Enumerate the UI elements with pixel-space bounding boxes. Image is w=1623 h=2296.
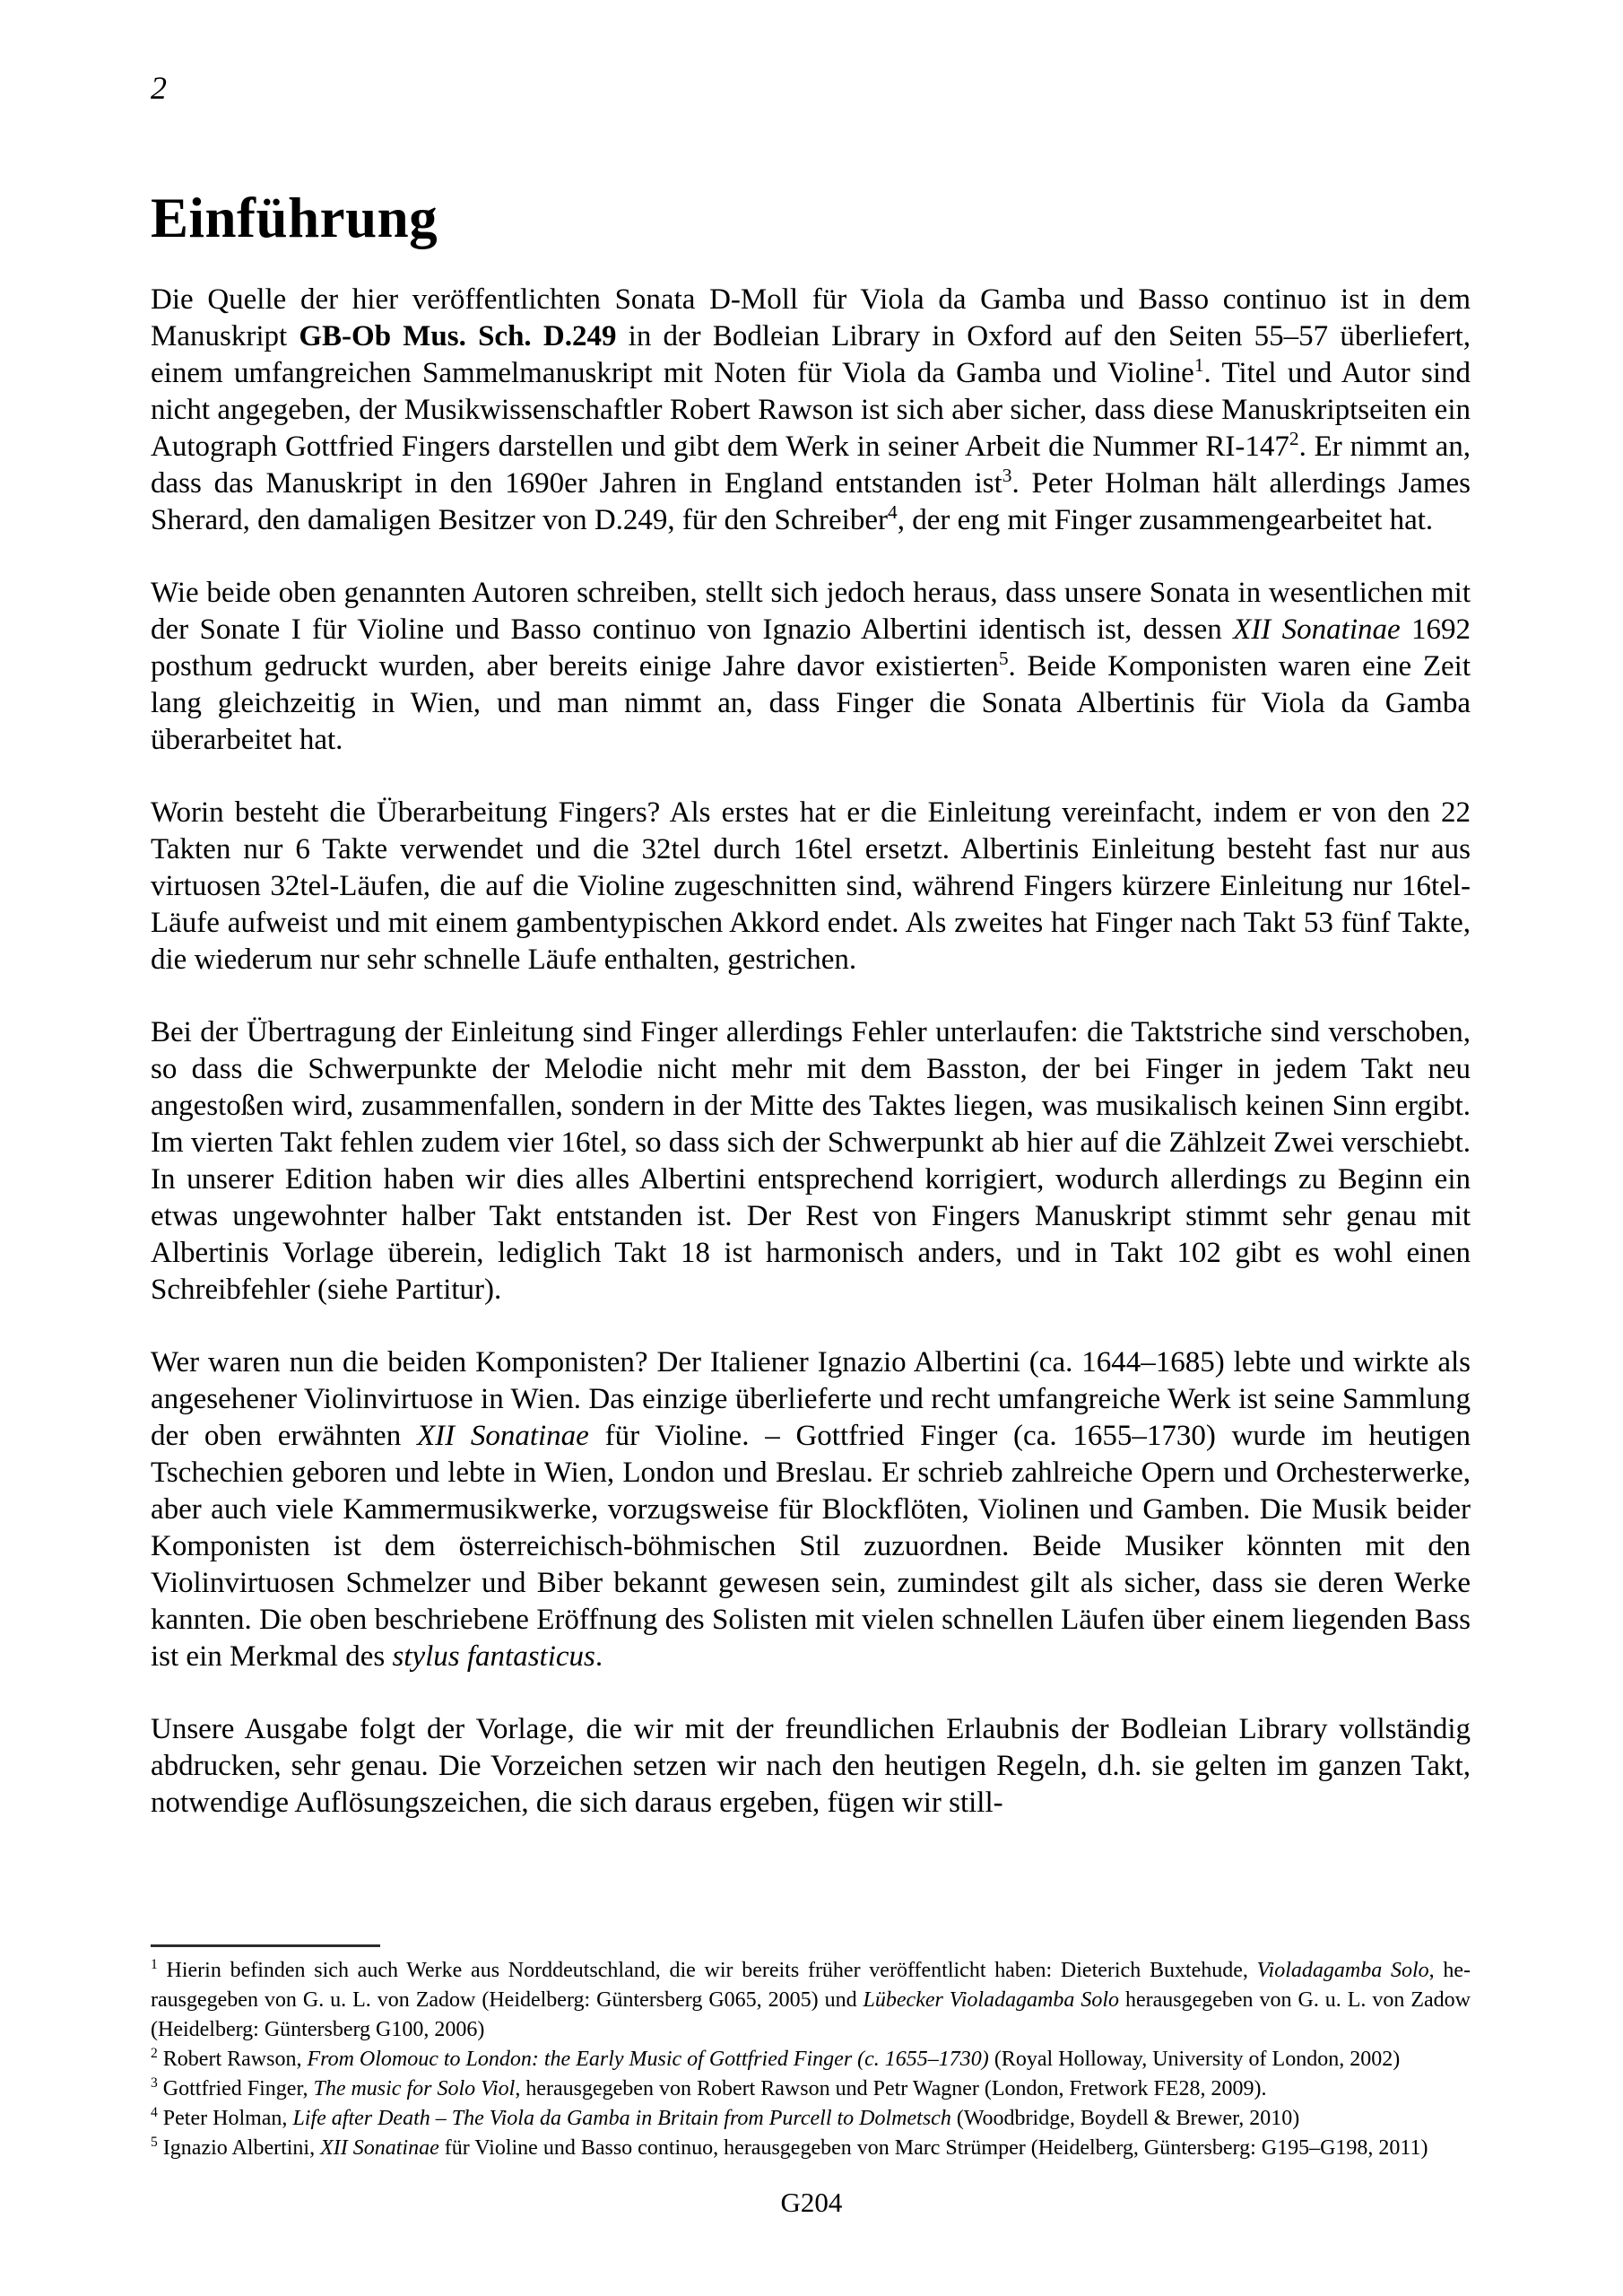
text-run: , der eng mit Finger zusammengearbeitet hat. xyxy=(897,504,1434,536)
body-text xyxy=(151,282,1471,1822)
footnote-marker: 4 xyxy=(151,2105,158,2120)
text-run: (Royal Holloway, University of London, 2002) xyxy=(988,2048,1401,2071)
text-run: XII Sonatinae xyxy=(416,1420,589,1452)
footnote xyxy=(151,1956,1471,2045)
text-run: Lübecker Violadagamba Solo xyxy=(863,1988,1119,2012)
catalog-number: G204 xyxy=(780,2187,843,2218)
footnote xyxy=(151,2045,1471,2074)
text-run: Bei der Übertragung der Einleitung sind Finger allerdings Fehler unterlaufen: die Taktstriche sind verschoben, so dass die Schwerpunkte der Melodie nicht mehr mit dem Basston, der bei Finger in jedem Takt neu angestoßen wird, zusammenfallen, sondern in der Mitte des Taktes liegen, was musikalisch keinen Sinn ergibt. Im vierten Takt fehlen zudem vier 16tel, so dass sich der Schwerpunkt ab hier auf die Zählzeit Zwei verschiebt. In unserer Edition haben wir dies alles Albertini entsprechend korrigiert, wodurch allerdings zu Beginn ein etwas ungewohnter halber Takt entstanden ist. Der Rest von Fingers Manuskript stimmt sehr genau mit Albertinis Vorlage überein, lediglich Takt 18 ist harmonisch anders, und in Takt 102 gibt es wohl einen Schreibfehler (siehe Partitur). xyxy=(151,1016,1471,1306)
text-run: (Woodbridge, Boydell & Brewer, 2010) xyxy=(950,2107,1300,2130)
footnote-marker: 1 xyxy=(151,1957,158,1972)
text-run: Ignazio Albertini, xyxy=(157,2136,321,2160)
text-run: Unsere Ausgabe folgt der Vorlage, die wir mit der freundlichen Erlaubnis der Bodleian Library vollständig abdrucken, sehr genau. Die Vorzeichen setzen wir nach den heutigen Regeln, d.h. sie gelten im ganzen Takt, notwendige Auflösungszeichen, die sich daraus ergeben, fügen wir still- xyxy=(151,1713,1471,1819)
text-run: herausgegeben von G. u. L. von Zadow (Heidelberg: Güntersberg G100, 2006) xyxy=(151,1988,1471,2041)
footnote xyxy=(151,2104,1471,2134)
text-run: . xyxy=(595,1640,603,1673)
paragraph xyxy=(151,1014,1471,1309)
text-run: Life after Death – The Viola da Gamba in Britain from Purcell to Dolmetsch xyxy=(292,2107,951,2130)
page-title: Einführung xyxy=(151,187,438,249)
text-run: . Titel und Autor sind nicht angegeben, der Musikwissenschaftler Robert Rawson ist sich aber sicher, dass diese Manuskriptseiten ein Autograph Gottfried Fingers darstellen und gibt dem Werk in seiner Arbeit die Nummer RI-147 xyxy=(151,357,1471,463)
text-run: GB-Ob Mus. Sch. D.249 xyxy=(299,320,617,352)
text-run: Wer waren nun die beiden Komponisten? Der Italiener Ignazio Albertini (ca. 1644–1685) lebte und wirkte als angesehener Violinvirtuose in Wien. Das einzige überlieferte und recht umfangreiche Werk ist seine Sammlung der oben erwähnten xyxy=(151,1346,1471,1452)
footnote-ref: 3 xyxy=(1002,465,1012,486)
footnotes-section xyxy=(151,1944,1471,2163)
text-run: Worin besteht die Überarbeitung Fingers? Als erstes hat er die Einleitung vereinfacht, indem er von den 22 Takten nur 6 Takte verwendet und die 32tel durch 16tel ersetzt. Albertinis Einleitung besteht fast nur aus virtuosen 32tel-Läufen, die auf die Violine zugeschnitten sind, während Fingers kürzere Einleitung nur 16tel-Läufe aufweist und mit einem gambentypischen Akkord endet. Als zweites hat Finger nach Takt 53 fünf Takte, die wiederum nur sehr schnelle Läufe enthalten, gestrichen. xyxy=(151,796,1471,976)
footnotes-list xyxy=(151,1956,1471,2163)
text-run: für Violine. – Gottfried Finger (ca. 1655–1730) wurde im heutigen Tschechien geboren und lebte in Wien, London und Breslau. Er schrieb zahlreiche Opern und Orchesterwerke, aber auch viele Kammermusikwerke, vorzugsweise für Blockflöten, Violinen und Gamben. Die Musik beider Komponisten ist dem österreichisch-böhmischen Stil zuzuordnen. Beide Musiker könnten mit den Violinvirtuosen Schmelzer und Biber bekannt gewesen sein, zumindest gilt als sicher, dass sie deren Werke kannten. Die oben beschriebene Eröffnung des Solisten mit vielen schnellen Läufen über einem liegenden Bass ist ein Merkmal des xyxy=(151,1420,1471,1673)
footnote xyxy=(151,2134,1471,2163)
footnote-ref: 5 xyxy=(998,648,1009,669)
text-run: The music for Solo Viol xyxy=(313,2077,516,2100)
text-run: stylus fantasticus xyxy=(392,1640,595,1673)
footnote-marker: 2 xyxy=(151,2046,158,2061)
text-run: Wie beide oben genannten Autoren schreiben, stellt sich jedoch heraus, dass unsere Sonata in wesentlichen mit der Sonate I für Violine und Basso continuo von Ignazio Albertini identisch ist, dessen xyxy=(151,577,1471,646)
paragraph xyxy=(151,795,1471,978)
footnote xyxy=(151,2074,1471,2104)
footnote-marker: 3 xyxy=(151,2075,158,2091)
text-run: 1692 posthum gedruckt wurden, aber bereits einige Jahre davor existierten xyxy=(151,613,1471,683)
text-run: . Peter Holman hält allerdings James Sherard, den damaligen Besitzer von D.249, für den Schreiber xyxy=(151,467,1471,536)
paragraph xyxy=(151,1344,1471,1675)
text-run: Robert Rawson, xyxy=(157,2048,308,2071)
footnote-ref: 1 xyxy=(1193,354,1204,376)
footnote-marker: 5 xyxy=(151,2135,158,2150)
page-footer xyxy=(0,2187,1623,2219)
page-number: 2 xyxy=(151,70,167,106)
text-run: in der Bodleian Library in Oxford auf den Seiten 55–57 überliefert, einem umfangreichen Sammelmanuskript mit Noten für Viola da Gamba und Violine xyxy=(151,320,1471,389)
text-run: . Er nimmt an, dass das Manuskript in den 1690er Jahren in England entstanden ist xyxy=(151,430,1471,500)
text-run: From Olomouc to London: the Early Music of Gottfried Finger (c. 1655–1730) xyxy=(307,2048,989,2071)
footnote-ref: 4 xyxy=(888,501,898,523)
text-run: Violadagamba Solo xyxy=(1256,1959,1429,1982)
text-run: XII Sonatinae xyxy=(1233,613,1401,646)
paragraph xyxy=(151,282,1471,539)
text-run: Peter Holman, xyxy=(157,2107,293,2130)
text-run: . Beide Komponisten waren eine Zeit lang gleichzeitig in Wien, und man nimmt an, dass Finger die Sonata Albertinis für Viola da Gamba überarbeitet hat. xyxy=(151,650,1471,756)
text-run: Die Quelle der hier veröffentlichten Sonata D-Moll für Viola da Gamba und Basso continuo ist in dem Manuskript xyxy=(151,283,1471,352)
text-run: XII Sonatinae xyxy=(320,2136,439,2160)
paragraph xyxy=(151,1711,1471,1822)
footnote-separator xyxy=(151,1944,380,1947)
text-run: , herausgegeben von G. u. L. von Zadow (Heidelberg: Güntersberg G065, 2005) und xyxy=(151,1959,1471,2012)
paragraph xyxy=(151,575,1471,759)
text-run: für Violine und Basso continuo, herausgegeben von Marc Strümper (Heidelberg, Güntersberg: G195–G198, 2011) xyxy=(438,2136,1428,2160)
text-run: Gottfried Finger, xyxy=(157,2077,314,2100)
text-run: , herausgegeben von Robert Rawson und Petr Wagner (London, Fretwork FE28, 2009). xyxy=(515,2077,1267,2100)
text-run: Hierin befinden sich auch Werke aus Norddeutschland, die wir bereits früher veröffentlicht haben: Dieterich Buxtehude, xyxy=(157,1959,1257,1982)
footnote-ref: 2 xyxy=(1289,428,1299,449)
